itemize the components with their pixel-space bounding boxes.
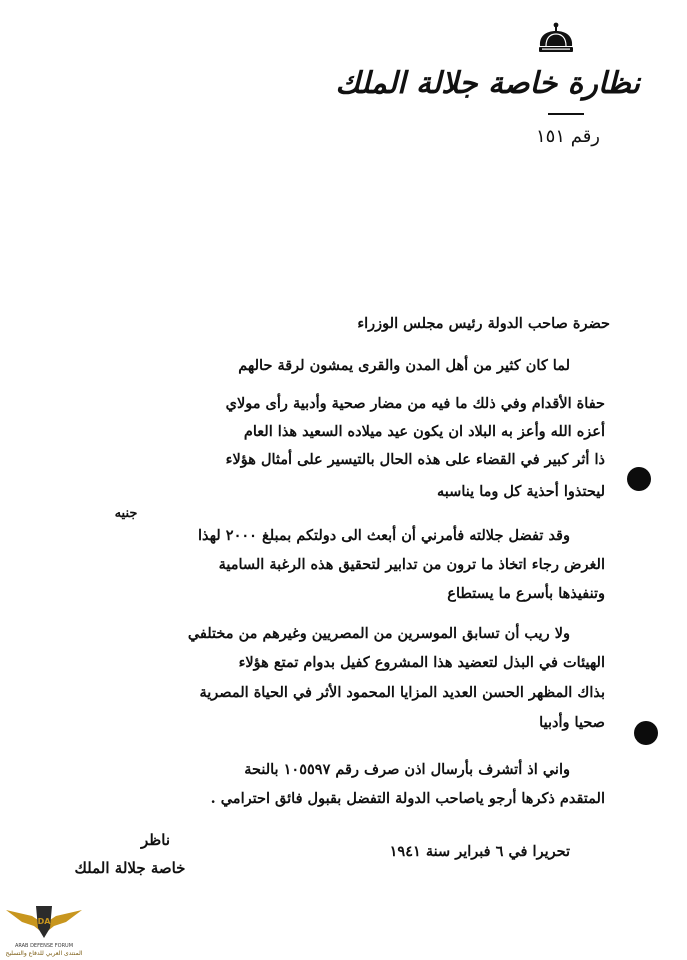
- reference-number: رقم ١٥١: [535, 126, 600, 147]
- amount-unit-annotation: جنيه: [114, 506, 138, 521]
- punch-hole: [627, 467, 651, 491]
- body-line: حفاة الأقدام وفي ذلك ما فيه من مضار صحية وأدبية رأى مولاي: [225, 395, 605, 412]
- body-line: صحيا وأدبيا: [539, 714, 605, 731]
- signature-block: [60, 826, 200, 886]
- body-line: لما كان كثير من أهل المدن والقرى يمشون لرقة حالهم: [238, 357, 570, 374]
- body-line: الغرض رجاء اتخاذ ما ترون من تدابير لتحقيق هذه الرغبة السامية: [218, 556, 605, 573]
- letterhead-title: نظارة خاصة جلالة الملك: [335, 66, 640, 101]
- body-line: وتنفيذها بأسرع ما يستطاع: [447, 585, 605, 602]
- body-line: الهيئات في البذل لتعضيد هذا المشروع كفيل بدوام تمتع هؤلاء: [238, 654, 605, 671]
- addressee: حضرة صاحب الدولة رئيس مجلس الوزراء: [357, 315, 610, 332]
- watermark-initials: DA: [37, 917, 51, 926]
- letterhead-divider: [548, 113, 584, 115]
- body-line: ولا ريب أن تسابق الموسرين من المصريين وغيرهم من مختلفي: [187, 625, 570, 642]
- body-line: وقد تفضل جلالته فأمرني أن أبعث الى دولتكم بمبلغ ٢٠٠٠ لهذا: [197, 527, 570, 544]
- body-line: أعزه الله وأعز به البلاد ان يكون عيد ميلاده السعيد هذا العام: [243, 423, 605, 440]
- signature-office: خاصة جلالة الملك: [74, 859, 186, 877]
- eagle-emblem-icon: [2, 900, 86, 944]
- watermark-arabic-text: المنتدى العربي للدفاع والتسليح: [5, 950, 83, 957]
- body-line: واني اذ أتشرف بأرسال اذن صرف رقم ١٠٥٥٩٧ بالنحة: [244, 761, 570, 778]
- forum-watermark: [2, 900, 86, 958]
- date-line: تحريرا في ٦ فبراير سنة ١٩٤١: [389, 843, 570, 860]
- watermark-english-text: ARAB DEFENSE FORUM: [14, 943, 74, 949]
- signature-title: ناظر: [141, 831, 170, 849]
- punch-hole: [634, 721, 658, 745]
- body-line: ذا أثر كبير في القضاء على هذه الحال بالتيسير على أمثال هؤلاء: [225, 451, 605, 468]
- body-line: بذاك المظهر الحسن العديد المزايا المحمود الأثر في الحياة المصرية: [199, 684, 605, 701]
- royal-crown-icon: [536, 22, 576, 56]
- body-line: ليحتذوا أحذية كل وما يناسبه: [437, 483, 605, 500]
- body-line: المتقدم ذكرها أرجو ياصاحب الدولة التفضل بقبول فائق احترامي .: [210, 790, 605, 807]
